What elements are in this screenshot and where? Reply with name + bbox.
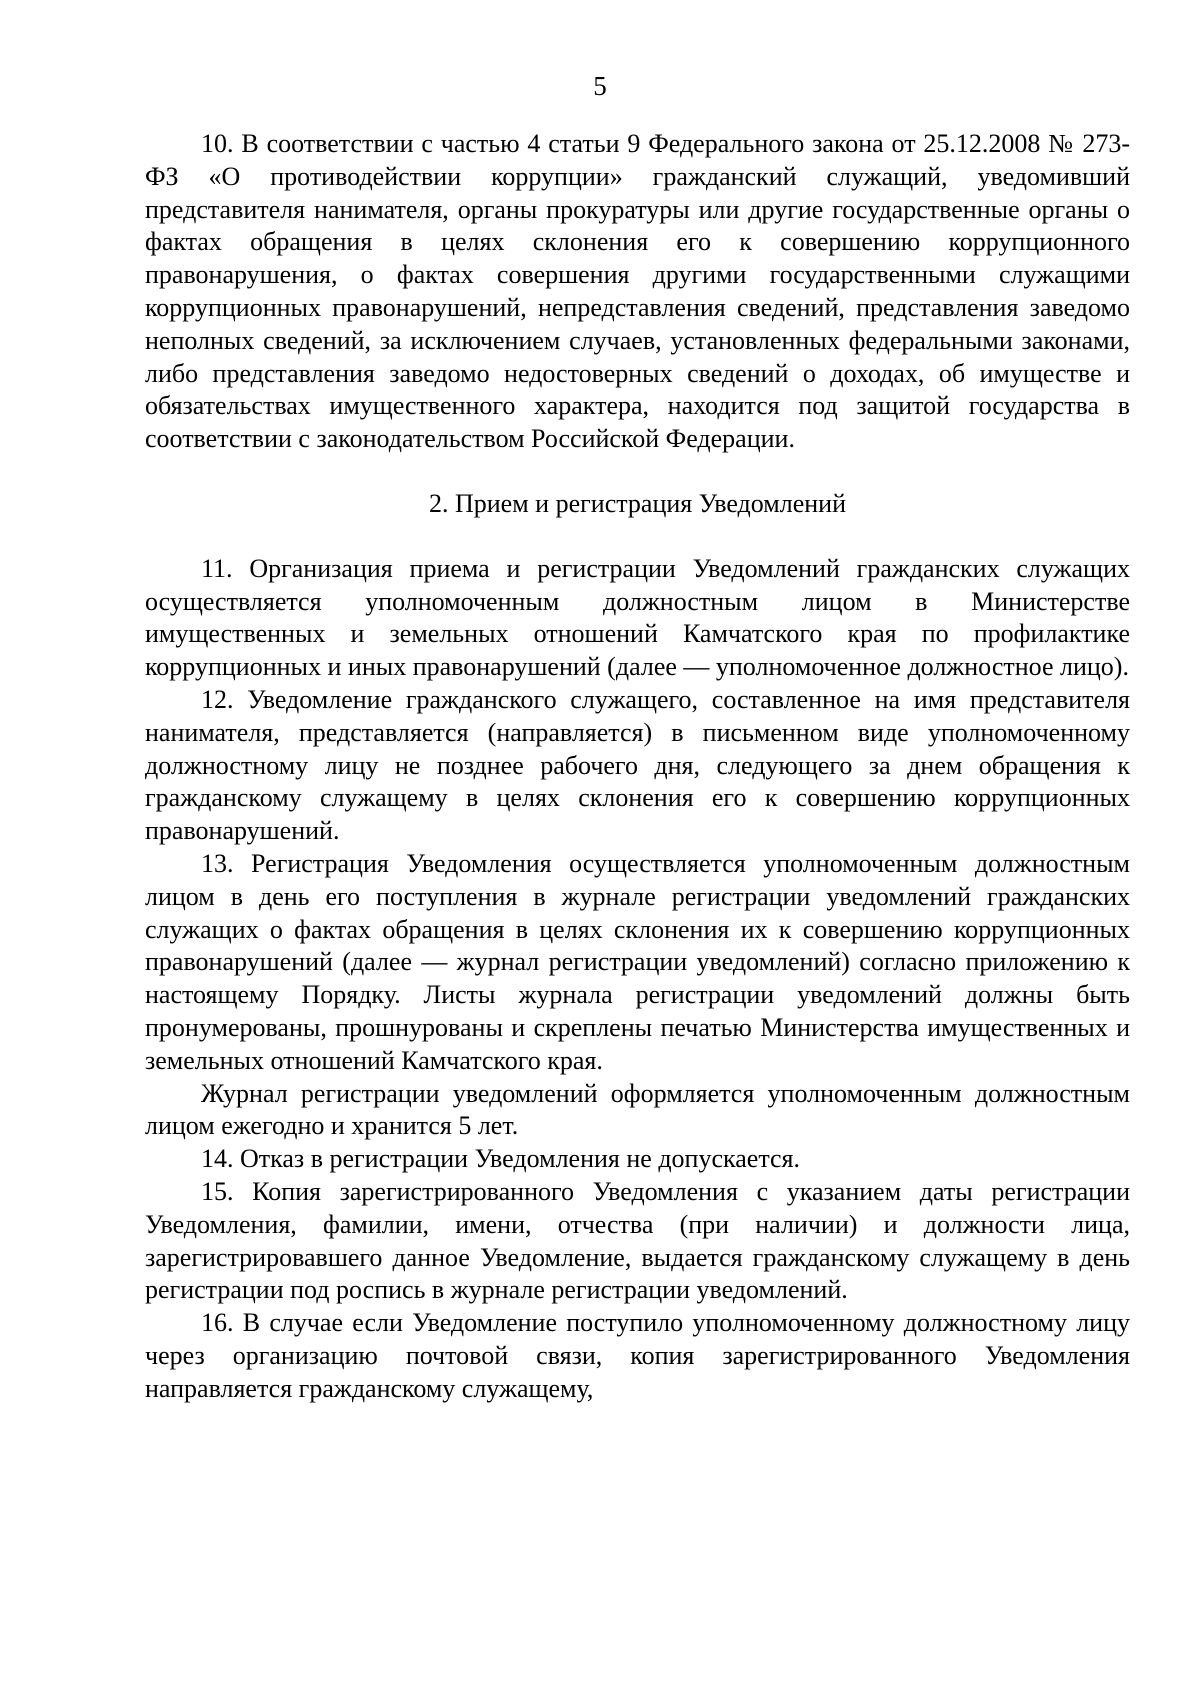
section-heading: 2. Прием и регистрация Уведомлений <box>428 488 846 518</box>
paragraph-10: 10. В соответствии с частью 4 статьи 9 Федерального закона от 25.12.2008 № 273-ФЗ «О противодействии коррупции» гражданский служащий, уведомивший представителя нанимателя, органы прокуратуры или другие государственные органы о фактах обращения в целях склонения его к совершению коррупционного правонарушения, о фактах совершения другими государственными служащими коррупционных правонарушений, непредставления сведений, представления заведомо неполных сведений, за исключением случаев, установленных федеральными законами, либо представления заведомо недостоверных сведений о доходах, об имуществе и обязательствах имущественного характера, находится под защитой государства в соответствии с законодательством Российской Федерации. <box>145 129 1130 454</box>
document-body <box>145 128 1130 1405</box>
paragraph-13: 13. Регистрация Уведомления осуществляется уполномоченным должностным лицом в день его поступления в журнале регистрации уведомлений гражданских служащих о фактах обращения в целях склонения их к совершению коррупционных правонарушений (далее — журнал регистрации уведомлений) согласно приложению к настоящему Порядку. Листы журнала регистрации уведомлений должны быть пронумерованы, прошнурованы и скреплены печатью Министерства имущественных и земельных отношений Камчатского края. <box>145 848 1130 1075</box>
paragraph-13-journal: Журнал регистрации уведомлений оформляется уполномоченным должностным лицом ежегодно и хранится 5 лет. <box>145 1078 1130 1141</box>
paragraph-12: 12. Уведомление гражданского служащего, составленное на имя представителя нанимателя, представляется (направляется) в письменном виде уполномоченному должностному лицу не позднее рабочего дня, следующего за днем обращения к гражданскому служащему в целях склонения его к совершению коррупционных правонарушений. <box>145 684 1130 846</box>
page-number: 5 <box>593 71 607 101</box>
paragraph-15: 15. Копия зарегистрированного Уведомления с указанием даты регистрации Уведомления, фамилии, имени, отчества (при наличии) и должности лица, зарегистрировавшего данное Уведомление, выдается гражданскому служащему в день регистрации под роспись в журнале регистрации уведомлений. <box>145 1176 1130 1305</box>
paragraph-11: 11. Организация приема и регистрации Уведомлений гражданских служащих осуществляется уполномоченным должностным лицом в Министерстве имущественных и земельных отношений Камчатского края по профилактике коррупционных и иных правонарушений (далее — уполномоченное должностное лицо). <box>145 553 1130 682</box>
paragraph-16: 16. В случае если Уведомление поступило уполномоченному должностному лицу через организацию почтовой связи, копия зарегистрированного Уведомления направляется гражданскому служащему, <box>145 1308 1130 1403</box>
paragraph-14: 14. Отказ в регистрации Уведомления не допускается. <box>201 1144 801 1174</box>
